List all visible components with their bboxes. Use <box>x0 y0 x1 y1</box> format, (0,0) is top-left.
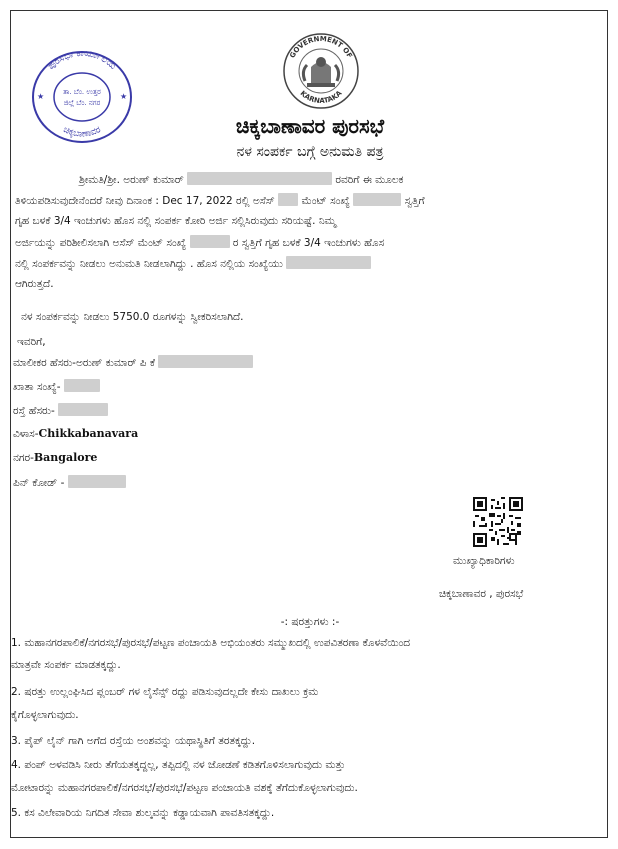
condition-1-line-1: 1. ಮಹಾನಗರಪಾಲಿಕೆ/ನಗರಸಭೆ/ಪುರಸಭೆ/ಪಟ್ಟಣ ಪಂಚಾಯತಿ ಅಭಿಯಂತರು ಸಮ್ಮುಖದಲ್ಲಿ ಉಪವಿತರಣಾ ಕೊಳವೆಯಿಂದ <box>11 637 411 649</box>
owner-name: ಮಾಲೀಕರ ಹೆಸರು-ಅರುಣ್ ಕುಮಾರ್ ಪಿ ಕೆ <box>13 357 156 369</box>
assessment-text: ರಲ್ಲಿ ಅಸೆಸ್ <box>236 195 275 207</box>
fee-received-text: ರೂಗಳನ್ನು ಸ್ವೀಕರಿಸಲಾಗಿದೆ. <box>152 311 244 323</box>
seal-bottom-text: ಚಿಕ್ಕಬಾಣಾವರ <box>61 124 103 140</box>
fee-amount: 5750.0 <box>112 311 150 323</box>
road-line <box>13 403 108 418</box>
page-subtitle: ನಳ ಸಂಪರ್ಕ ಬಗ್ಗೆ ಅನುಮತಿ ಪತ್ರ <box>236 144 384 160</box>
redacted-assessment-number-2 <box>190 235 230 248</box>
karnataka-emblem-icon <box>281 31 361 111</box>
application-date: Dec 17, 2022 <box>162 195 233 207</box>
to-label: ಇವರಿಗೆ, <box>17 336 46 348</box>
redacted-name <box>187 172 332 185</box>
svg-text:GOVERNMENT OF <box>288 35 353 60</box>
applicant-salutation: ಶ್ರೀಮತಿ/ಶ್ರೀ. ಅರುಣ್ ಕುಮಾರ್ <box>79 174 184 186</box>
page-title: ಚಿಕ್ಕಬಾಣಾವರ ಪುರಸಭೆ <box>235 114 385 138</box>
seal-center-line-1: ತಾ. ಬೆಂ. ಉತ್ತರ <box>63 88 101 96</box>
conditions-heading: -: ಷರತ್ತುಗಳು :- <box>280 616 340 628</box>
city-value: Bangalore <box>33 451 98 464</box>
redacted-connection-number <box>286 256 371 269</box>
condition-2-line-2: ಕೈಗೊಳ್ಳಲಾಗುವುದು. <box>11 709 79 721</box>
svg-text:KARNATAKA <box>299 89 344 105</box>
seal-center-line-2: ಜಿಲ್ಲೆ ಬೆಂ. ನಗರ <box>63 99 101 107</box>
city-label: ನಗರ- <box>13 452 34 464</box>
redacted-khata-number <box>64 379 100 392</box>
signatory-office: ಚಿಕ್ಕಬಾಣಾವರ , ಪುರಸಭೆ <box>439 588 524 600</box>
condition-1-line-2: ಮಾತ್ರವೇ ಸಂಪರ್ಕ ಮಾಡತಕ್ಕದ್ದು. <box>11 659 121 671</box>
assessment-number-label: ಮೆಂಟ್ ಸಂಖ್ಯೆ <box>301 195 350 207</box>
scrutiny-text: ಅರ್ಜಿಯನ್ನು ಪರಿಶೀಲಿಸಲಾಗಿ ಅಸೆಸ್ ಮೆಂಟ್ ಸಂಖ್ಯೆ <box>15 237 187 249</box>
address-label: ವಿಳಾಸ- <box>13 428 39 440</box>
seal-top-text: ಪುರಸಭಾ ಕಾರ್ಯಾಲಯ <box>46 48 118 72</box>
signatory-role: ಮುಖ್ಯಾಧಿಕಾರಿಗಳು <box>453 555 515 567</box>
condition-2-line-1: 2. ಷರತ್ತು ಉಲ್ಲಂಘಿಸಿದ ಪ್ಲಂಬರ್ ಗಳ ಲೈಸೆನ್ಸ್ ರದ್ದು ಪಡಿಸುವುದಲ್ಲದೇ ಕೇಸು ದಾಖಲು ಕ್ರಮ <box>11 686 319 698</box>
body-line-1 <box>79 172 403 187</box>
body-line-2 <box>15 193 425 208</box>
redacted-assessment-number <box>353 193 401 206</box>
property-usage-text: ರ ಸ್ವತ್ತಿಗೆ ಗೃಹ ಬಳಕೆ 3/4 ಇಂಚುಗಳು ಹೊಸ <box>232 237 385 249</box>
applicant-suffix: ರವರಿಗೆ ಈ ಮೂಲಕ <box>335 174 404 186</box>
pincode-line <box>13 475 126 490</box>
condition-5: 5. ಕಸ ವಿಲೇವಾರಿಯ ನಿಗದಿತ ಸೇವಾ ಶುಲ್ಕವನ್ನು ಕಡ್ಡಾಯವಾಗಿ ಪಾವತಿಸತಕ್ಕದ್ದು. <box>11 807 275 819</box>
emblem-top-text: GOVERNMENT OF <box>288 34 354 60</box>
permission-text: ನಲ್ಲಿ ಸಂಪರ್ಕವನ್ನು ನೀಡಲು ಅನುಮತಿ ನೀಡಲಾಗಿದ್ದು . ಹೊಸ ನಲ್ಲಿಯ ಸಂಖ್ಯೆಯು <box>15 258 283 270</box>
redacted-segment <box>278 193 298 206</box>
permit-document <box>10 10 608 838</box>
svg-text:ಪುರಸಭಾ ಕಾರ್ಯಾಲಯ <box>46 48 117 72</box>
address-line <box>13 427 138 441</box>
address-value: Chikkabanavara <box>38 427 139 440</box>
body-line-4 <box>15 235 384 250</box>
svg-text:★: ★ <box>37 92 45 101</box>
redacted-owner-surname <box>158 355 253 368</box>
body-line-6: ಆಗಿರುತ್ತದೆ. <box>15 278 54 290</box>
road-name-label: ರಸ್ತೆ ಹೆಸರು- <box>13 405 55 417</box>
khata-number-label: ಖಾತಾ ಸಂಖ್ಯೆ- <box>13 381 61 393</box>
city-line <box>13 451 97 465</box>
condition-4-line-1: 4. ಪಂಪ್ ಅಳವಡಿಸಿ ನೀರು ತೆಗೆಯತಕ್ಕದ್ದಲ್ಲ, ತಪ್ಪಿದಲ್ಲಿ ನಳ ಜೋಡಣೆ ಕಡಿತಗೊಳಿಸಲಾಗುವುದು ಮತ್ತು <box>11 759 346 771</box>
body-line-5 <box>15 256 371 271</box>
fee-line <box>21 310 244 324</box>
body-line-3: ಗೃಹ ಬಳಕೆ 3/4 ಇಂಚುಗಳು ಹೊಸ ನಲ್ಲಿ ಸಂಪರ್ಕ ಕೋರಿ ಅರ್ಜಿ ಸಲ್ಲಿಸಿರುವುದು ಸರಿಯಷ್ಟೆ. ನಿಮ್ಮ <box>15 215 337 227</box>
khata-line <box>13 379 100 394</box>
qr-code-icon <box>473 497 523 547</box>
pincode-label: ಪಿನ್ ಕೋಡ್ - <box>13 477 65 489</box>
svg-text:★: ★ <box>120 92 128 101</box>
intro-text: ತಿಳಿಯಪಡಿಸುವುದೇನೆಂದರೆ ನೀವು ದಿನಾಂಕ : <box>15 195 159 207</box>
fee-text: ನಳ ಸಂಪರ್ಕವನ್ನು ನೀಡಲು <box>21 311 110 323</box>
redacted-road-name <box>58 403 108 416</box>
owner-line <box>13 355 253 370</box>
condition-3: 3. ಪೈಪ್ ಲೈನ್ ಗಾಗಿ ಅಗೆದ ರಸ್ತೆಯ ಅಂಶವನ್ನು ಯಥಾಸ್ಥಿತಿಗೆ ತರತಕ್ಕದ್ದು. <box>11 735 256 747</box>
redacted-pincode <box>68 475 126 488</box>
property-text: ಸ್ವತ್ತಿಗೆ <box>404 195 425 207</box>
condition-4-line-2: ಮೋಟಾರನ್ನು ಮಹಾನಗರಪಾಲಿಕೆ/ನಗರಸಭೆ/ಪುರಸಭೆ/ಪಟ್ಟಣ ಪಂಚಾಯತಿ ವಶಕ್ಕೆ ತೆಗೆದುಕೊಳ್ಳಲಾಗುವುದು. <box>11 782 358 794</box>
emblem-bottom-text: KARNATAKA <box>298 89 344 106</box>
